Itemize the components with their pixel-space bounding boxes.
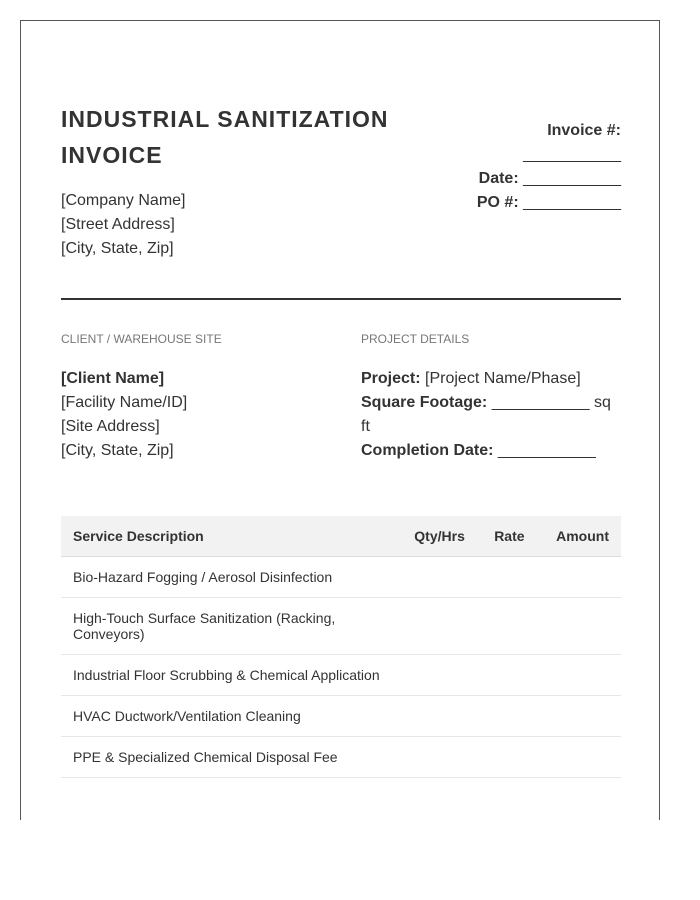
invoice-number-row xyxy=(421,119,621,143)
header-amount: Amount xyxy=(537,516,621,557)
table-row xyxy=(61,598,621,655)
completion-date-value: ___________ xyxy=(497,442,596,459)
client-facility: [Facility Name/ID] xyxy=(61,394,188,411)
client-section xyxy=(61,331,341,463)
services-table xyxy=(61,516,621,778)
table-row xyxy=(61,696,621,737)
invoice-meta-block xyxy=(421,119,621,215)
client-section-label: CLIENT / WAREHOUSE SITE xyxy=(61,332,222,346)
po-number-field: ___________ xyxy=(523,194,621,211)
row-rate xyxy=(477,655,537,696)
row-amount xyxy=(537,598,621,655)
invoice-page xyxy=(20,20,660,820)
row-description: PPE & Specialized Chemical Disposal Fee xyxy=(61,737,395,778)
row-amount xyxy=(537,557,621,598)
row-qty xyxy=(395,696,477,737)
services-table-body xyxy=(61,557,621,778)
row-qty xyxy=(395,557,477,598)
project-label: Project: xyxy=(361,370,421,387)
header-qty-hrs: Qty/Hrs xyxy=(395,516,477,557)
project-section-label: PROJECT DETAILS xyxy=(361,332,470,346)
table-row xyxy=(61,557,621,598)
po-number-row xyxy=(421,191,621,215)
header-service-description: Service Description xyxy=(61,516,395,557)
row-description: HVAC Ductwork/Ventilation Cleaning xyxy=(61,696,395,737)
row-qty xyxy=(395,598,477,655)
project-section xyxy=(361,331,621,463)
project-value: [Project Name/Phase] xyxy=(425,370,581,387)
services-table-head xyxy=(61,516,621,557)
completion-date-row xyxy=(361,439,621,463)
row-qty xyxy=(395,737,477,778)
square-footage-row xyxy=(361,391,621,439)
row-description: Bio-Hazard Fogging / Aerosol Disinfection xyxy=(61,557,395,598)
table-row xyxy=(61,737,621,778)
company-city: [City, State, Zip] xyxy=(61,240,174,257)
header-divider xyxy=(61,298,621,300)
row-rate xyxy=(477,696,537,737)
invoice-number-label: Invoice #: xyxy=(547,122,621,139)
client-address-block xyxy=(61,367,341,463)
header-rate: Rate xyxy=(477,516,537,557)
company-address-block xyxy=(61,189,186,261)
client-city: [City, State, Zip] xyxy=(61,442,174,459)
row-amount xyxy=(537,696,621,737)
po-number-label: PO #: xyxy=(476,194,519,211)
project-details-block xyxy=(361,367,621,463)
invoice-date-field: ___________ xyxy=(523,170,621,187)
row-description: High-Touch Surface Sanitization (Racking, Conveyors) xyxy=(61,598,395,655)
project-row xyxy=(361,367,621,391)
invoice-date-label: Date: xyxy=(478,170,519,187)
row-rate xyxy=(477,598,537,655)
row-amount xyxy=(537,737,621,778)
invoice-date-row xyxy=(421,167,621,191)
services-table-header-row xyxy=(61,516,621,557)
table-row xyxy=(61,655,621,696)
company-name: [Company Name] xyxy=(61,192,186,209)
row-qty xyxy=(395,655,477,696)
square-footage-label: Square Footage: xyxy=(361,394,488,411)
row-description: Industrial Floor Scrubbing & Chemical Application xyxy=(61,655,395,696)
company-street: [Street Address] xyxy=(61,216,175,233)
row-amount xyxy=(537,655,621,696)
invoice-title: INDUSTRIAL SANITIZATION INVOICE xyxy=(61,106,389,168)
client-name: [Client Name] xyxy=(61,370,165,387)
services-table-wrap xyxy=(61,516,621,778)
completion-date-label: Completion Date: xyxy=(361,442,494,459)
row-rate xyxy=(477,557,537,598)
row-rate xyxy=(477,737,537,778)
invoice-number-value-row xyxy=(421,143,621,167)
invoice-number-field: ___________ xyxy=(523,146,621,163)
square-footage-value: ___________ sq ft xyxy=(361,394,611,435)
client-site-address: [Site Address] xyxy=(61,418,160,435)
